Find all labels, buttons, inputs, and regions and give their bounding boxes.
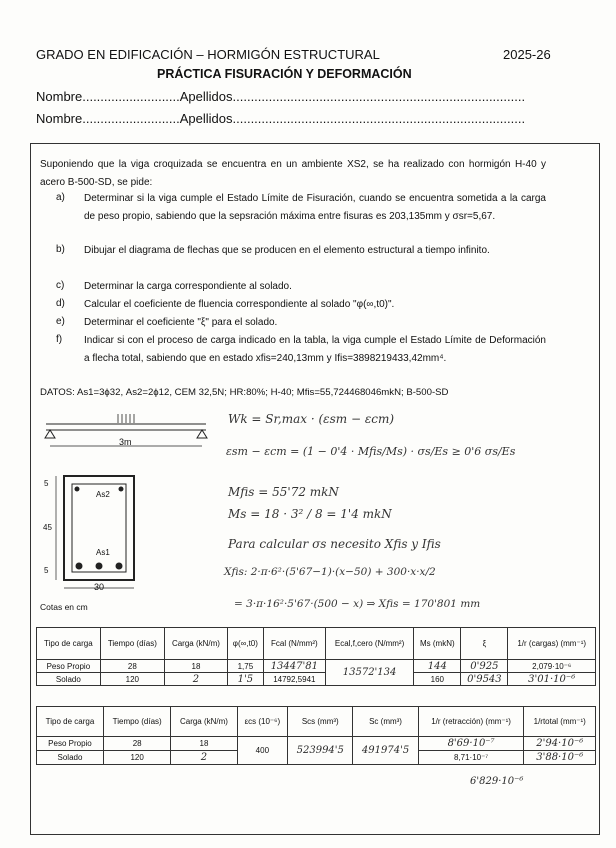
dim-mid: 45 <box>43 523 52 532</box>
dim-top: 5 <box>44 479 49 488</box>
task-text: Determinar la carga correspondiente al solado. <box>84 281 292 292</box>
hw-line-6: Xfis: 2·π·6²·(5'67−1)·(x−50) + 300·x·x/2 <box>224 566 436 578</box>
col-header: 1/rtotal (mm⁻¹) <box>524 707 596 737</box>
task-label: a) <box>56 192 65 203</box>
col-header: Tipo de carga <box>37 628 101 660</box>
table-header-row <box>37 628 596 660</box>
cell: 120 <box>103 751 170 765</box>
cell: 160 <box>414 673 461 686</box>
hw-line-7: = 3·π·16²·5'67·(500 − x) ⇒ Xfis = 170'801 mm <box>234 598 481 610</box>
col-header: ξ <box>461 628 508 660</box>
col-header: Fcal (N/mm²) <box>263 628 325 660</box>
cell: 8,71·10⁻⁷ <box>418 751 524 765</box>
task-label: e) <box>56 316 65 327</box>
cell: 3'01·10⁻⁶ <box>508 673 596 686</box>
span-label: 3m <box>119 437 132 447</box>
dim-bottom: 5 <box>44 566 49 575</box>
task-text: Dibujar el diagrama de flechas que se producen en el elemento estructural a tiempo infinito. <box>84 245 490 256</box>
task-text: Determinar si la viga cumple el Estado Límite de Fisuración, cuando se encuentra sometida a la carga de peso propio, sabiendo que la sepsración máxima entre fisuras es 203,135mm y σsr=5,67. <box>84 193 546 222</box>
bottom-bar <box>96 563 103 570</box>
bottom-bar <box>76 563 83 570</box>
cell: 2 <box>164 673 227 686</box>
col-header: Tiempo (días) <box>100 628 164 660</box>
cell: Peso Propio <box>37 660 101 673</box>
top-bar <box>75 487 80 492</box>
col-header: Tiempo (días) <box>103 707 170 737</box>
col-header: Sc (mm³) <box>353 707 418 737</box>
cell: 13447'81 <box>263 660 325 673</box>
cell: 28 <box>103 737 170 751</box>
cell: 28 <box>100 660 164 673</box>
col-header: Carga (kN/m) <box>164 628 227 660</box>
cell: 8'69·10⁻⁷ <box>418 737 524 751</box>
right-support <box>197 430 207 438</box>
table-header-row <box>37 707 596 737</box>
col-header: Tipo de carga <box>37 707 104 737</box>
task-item-e <box>40 314 546 332</box>
cell: 13572'134 <box>325 660 413 686</box>
statement-intro: Suponiendo que la viga croquizada se encuentra en un ambiente XS2, se ha realizado con hormigón H-40 y acero B-500-SD, se pide: <box>40 159 546 188</box>
cell: 0'9543 <box>461 673 508 686</box>
task-item-d <box>40 296 546 314</box>
task-item-a <box>40 190 546 242</box>
col-header: 1/r (retracción) (mm⁻¹) <box>418 707 524 737</box>
cell: 400 <box>237 737 288 765</box>
task-label: b) <box>56 244 65 255</box>
academic-year: 2025-26 <box>503 47 551 62</box>
col-header: Ms (mkN) <box>414 628 461 660</box>
cell: 0'925 <box>461 660 508 673</box>
task-label: d) <box>56 298 65 309</box>
cell: Solado <box>37 751 104 765</box>
col-header: Scs (mm³) <box>288 707 353 737</box>
table-row <box>37 737 596 751</box>
loads-table <box>36 627 596 686</box>
task-item-c <box>40 278 546 296</box>
cell: 144 <box>414 660 461 673</box>
task-item-b <box>40 242 546 278</box>
hw-line-3: Mfis = 55'72 mkN <box>228 485 339 499</box>
shrinkage-table <box>36 706 596 765</box>
cell: 2 <box>171 751 237 765</box>
cell: 120 <box>100 673 164 686</box>
load-arrows <box>118 414 134 423</box>
total-curvature-note: 6'829·10⁻⁶ <box>470 776 524 787</box>
task-text: Determinar el coeficiente "ξ" para el solado. <box>84 317 278 328</box>
task-list <box>40 190 546 386</box>
cell: 3'88·10⁻⁶ <box>524 751 596 765</box>
cell: 523994'5 <box>288 737 353 765</box>
bottom-bar <box>116 563 123 570</box>
table-row <box>37 673 596 686</box>
hw-line-2: εsm − εcm = (1 − 0'4 · Mfis/Ms) · σs/Es ≥ 0'6 σs/Es <box>226 445 516 458</box>
col-header: φ(∞,t0) <box>227 628 263 660</box>
as1-label: As1 <box>96 548 110 557</box>
hw-line-5: Para calcular σs necesito Xfis y Ifis <box>228 537 441 551</box>
task-text: Calcular el coeficiente de fluencia correspondiente al solado "φ(∞,t0)". <box>84 299 395 310</box>
cell: 14792,5941 <box>263 673 325 686</box>
top-bar <box>119 487 124 492</box>
cell: 2'94·10⁻⁶ <box>524 737 596 751</box>
datos-line: DATOS: As1=3ϕ32, As2=2ϕ12, CEM 32,5N; HR:80%; H-40; Mfis=55,724468046mkN; B-500-SD <box>40 387 449 398</box>
col-header: εcs (10⁻⁶) <box>237 707 288 737</box>
task-item-f <box>40 332 546 386</box>
task-label: c) <box>56 280 65 291</box>
page-title: PRÁCTICA FISURACIÓN Y DEFORMACIÓN <box>157 67 412 81</box>
as2-label: As2 <box>96 490 110 499</box>
left-support <box>45 430 55 438</box>
cell: Peso Propio <box>37 737 104 751</box>
hw-line-4: Ms = 18 · 3² / 8 = 1'4 mkN <box>228 507 392 521</box>
course-title: GRADO EN EDIFICACIÓN – HORMIGÓN ESTRUCTURAL <box>36 47 380 62</box>
cell: 2,079·10⁻⁶ <box>508 660 596 673</box>
col-header: 1/r (cargas) (mm⁻¹) <box>508 628 596 660</box>
cell: 491974'5 <box>353 737 418 765</box>
task-label: f) <box>56 334 63 345</box>
units-note: Cotas en cm <box>40 602 88 612</box>
task-text: Indicar si con el proceso de carga indicado en la tabla, la viga cumple el Estado Límite de Deformación a flecha total, sabiendo que en estado xfis=240,13mm y Ifis=3898219433,42mm⁴. <box>84 335 546 364</box>
cell: 1'5 <box>227 673 263 686</box>
cell: Solado <box>37 673 101 686</box>
table-row <box>37 660 596 673</box>
cell: 1,75 <box>227 660 263 673</box>
hw-line-1: Wk = Sr,max · (εsm − εcm) <box>228 412 395 426</box>
cell: 18 <box>164 660 227 673</box>
cell: 18 <box>171 737 237 751</box>
width-label: 30 <box>94 582 105 592</box>
col-header: Ecal,f,cero (N/mm²) <box>325 628 413 660</box>
col-header: Carga (kN/m) <box>171 707 237 737</box>
name-field-1[interactable]: Nombre...........................Apellidos................................................................................. <box>36 89 526 104</box>
name-field-2[interactable]: Nombre...........................Apellidos................................................................................. <box>36 111 526 126</box>
